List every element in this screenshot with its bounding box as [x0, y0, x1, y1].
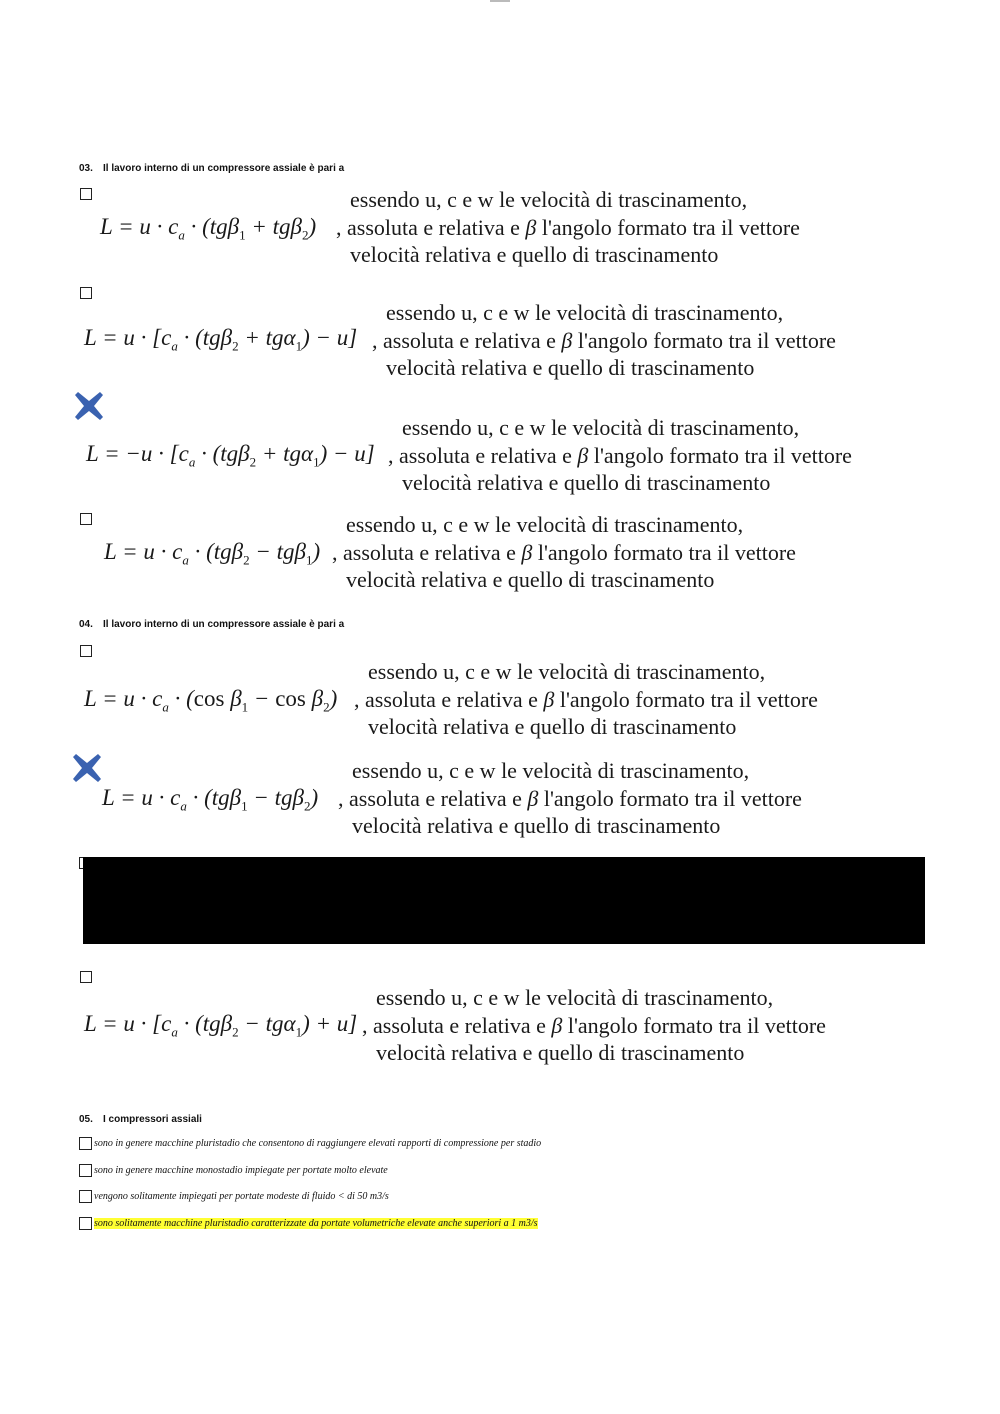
q03-option-4-checkbox[interactable]	[80, 513, 92, 525]
q03-option-3-formula: $L = -u \cdot [c_a \cdot (tg\beta_2 + tg\alpha_1) - u]$	[86, 441, 375, 470]
empty-checkbox-icon[interactable]	[79, 1217, 92, 1230]
question-title: Il lavoro interno di un compressore assiale è pari a	[103, 619, 345, 630]
q05-option-1-text: sono in genere macchine pluristadio che consentono di raggiungere elevati rapporti di compressione per stadio	[94, 1138, 542, 1149]
q05-option-3[interactable]	[79, 1190, 389, 1203]
empty-checkbox-icon[interactable]	[79, 1137, 92, 1150]
q03-option-2-formula: $L = u \cdot [c_a \cdot (tg\beta_2 + tg\alpha_1) - u]$	[84, 325, 358, 354]
q05-option-4[interactable]	[79, 1217, 538, 1230]
q03-option-1-description	[336, 186, 800, 269]
q05-option-2[interactable]	[79, 1164, 388, 1177]
question-number: 03.	[79, 163, 93, 174]
q05-option-4-text: sono solitamente macchine pluristadio caratterizzate da portate volumetriche elevate anche superiori a 1 m3/s	[94, 1218, 538, 1229]
question-05-header	[79, 1114, 202, 1125]
q04-option-4-checkbox[interactable]	[80, 971, 92, 983]
question-title: I compressori assiali	[103, 1114, 202, 1125]
question-04-header	[79, 619, 344, 630]
question-03-header	[79, 163, 344, 174]
q03-option-2-checkbox[interactable]	[80, 287, 92, 299]
desc-line-1: essendo u, c e w le velocità di trascinamento,	[350, 187, 748, 212]
question-title: Il lavoro interno di un compressore assiale è pari a	[103, 163, 345, 174]
q03-option-3-description: essendo u, c e w le velocità di trascinamento, , assoluta e relativa e β l'angolo formato tra il vettore velocità relativa e quello di trascinamento	[388, 415, 852, 495]
x-mark-icon[interactable]	[70, 751, 104, 785]
empty-checkbox-icon[interactable]	[79, 1164, 92, 1177]
q03-option-4-description: essendo u, c e w le velocità di trascinamento, , assoluta e relativa e β l'angolo formato tra il vettore velocità relativa e quello di trascinamento	[332, 512, 796, 592]
q03-option-1-formula: $L = u \cdot c_a \cdot (tg\beta_1 + tg\beta_2)$	[100, 214, 317, 243]
q04-option-4-formula: $L = u \cdot [c_a \cdot (tg\beta_2 - tg\alpha_1) + u]$	[84, 1011, 358, 1040]
q04-option-4-description: essendo u, c e w le velocità di trascinamento, , assoluta e relativa e β l'angolo formato tra il vettore velocità relativa e quello di trascinamento	[362, 985, 826, 1065]
q04-option-2-description: essendo u, c e w le velocità di trascinamento, , assoluta e relativa e β l'angolo formato tra il vettore velocità relativa e quello di trascinamento	[338, 758, 802, 838]
q04-option-1-description: essendo u, c e w le velocità di trascinamento, , assoluta e relativa e β l'angolo formato tra il vettore velocità relativa e quello di trascinamento	[354, 659, 818, 739]
question-number: 05.	[79, 1114, 93, 1125]
empty-checkbox-icon[interactable]	[79, 1190, 92, 1203]
q03-option-1-checkbox[interactable]	[80, 188, 92, 200]
q04-option-1-formula: $L = u \cdot c_a \cdot (\cos$ $\beta_1 - \cos \beta_2$)	[84, 686, 338, 715]
q04-option-1-checkbox[interactable]	[80, 645, 92, 657]
q03-option-2-description: essendo u, c e w le velocità di trascinamento, , assoluta e relativa e β l'angolo formato tra il vettore velocità relativa e quello di trascinamento	[372, 300, 836, 380]
q04-option-2-formula: $L = u \cdot c_a \cdot (tg\beta_1 - tg\beta_2)$	[102, 785, 319, 814]
q05-option-1[interactable]	[79, 1137, 541, 1150]
q05-option-2-text: sono in genere macchine monostadio impiegate per portate molto elevate	[94, 1165, 388, 1176]
page-top-mark	[490, 0, 510, 2]
desc-line-3: velocità relativa e quello di trascinamento	[350, 242, 719, 267]
redaction-block	[83, 857, 925, 944]
q05-option-3-text: vengono solitamente impiegati per portate modeste di fluido < di 50 m3/s	[94, 1191, 389, 1202]
desc-line-2: , assoluta e relativa e β l'angolo formato tra il vettore	[336, 214, 800, 240]
question-number: 04.	[79, 619, 93, 630]
q03-option-4-formula: $L = u \cdot c_a \cdot (tg\beta_2 - tg\beta_1)$	[104, 539, 321, 568]
x-mark-icon[interactable]	[72, 389, 106, 423]
